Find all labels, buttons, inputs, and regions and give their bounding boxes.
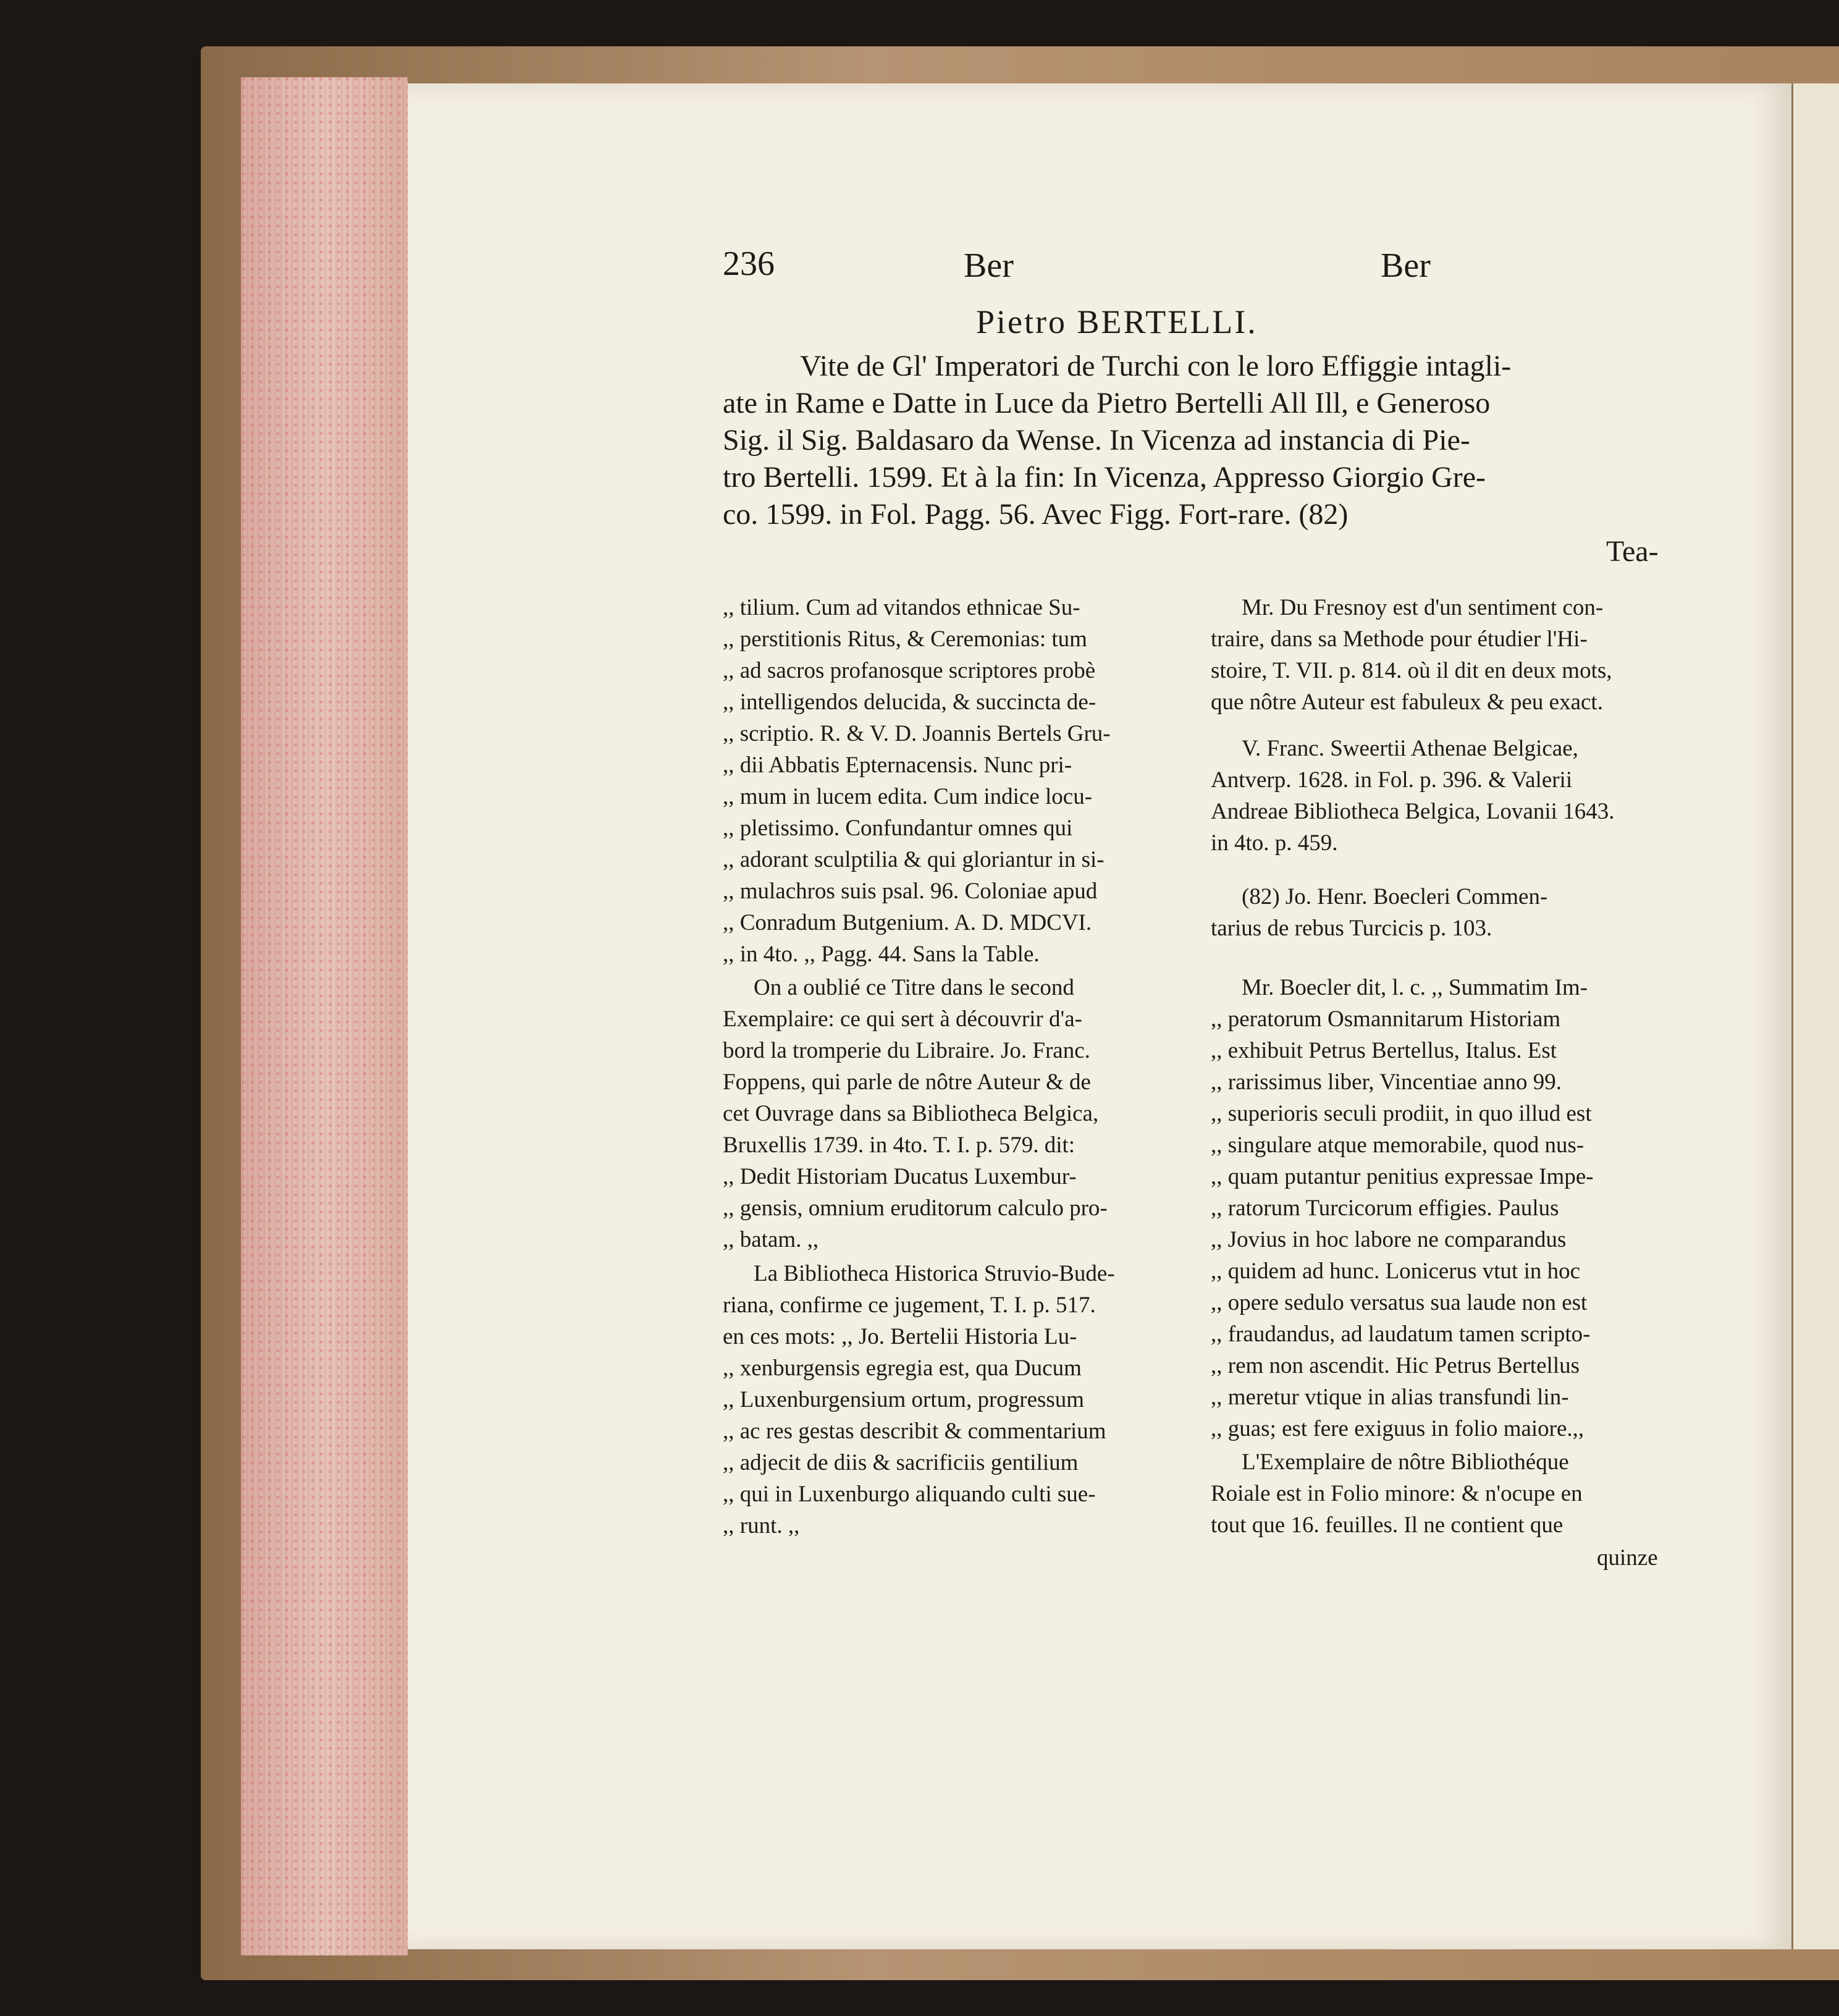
right-line: in 4to. p. 459.	[1211, 830, 1338, 856]
left-line: La Bibliotheca Historica Struvio-Bude-	[754, 1261, 1115, 1286]
right-line: ,, rem non ascendit. Hic Petrus Bertellus	[1211, 1353, 1580, 1378]
right-line: tout que 16. feuilles. Il ne contient que	[1211, 1512, 1563, 1538]
left-line: ,, xenburgensis egregia est, qua Ducum	[723, 1356, 1082, 1381]
right-line: stoire, T. VII. p. 814. où il dit en deux mots,	[1211, 658, 1612, 683]
left-line: Foppens, qui parle de nôtre Auteur & de	[723, 1069, 1091, 1095]
right-line: L'Exemplaire de nôtre Bibliothéque	[1242, 1449, 1569, 1475]
right-line: ,, exhibuit Petrus Bertellus, Italus. Est	[1211, 1038, 1557, 1063]
left-line: ,, Luxenburgensium ortum, progressum	[723, 1387, 1085, 1412]
right-line: ,, rarissimus liber, Vincentiae anno 99.	[1211, 1069, 1562, 1095]
left-line: On a oublié ce Titre dans le second	[754, 975, 1074, 1000]
left-line: ,, ad sacros profanosque scriptores probè	[723, 658, 1096, 683]
left-line: ,, ac res gestas describit & commentarium	[723, 1419, 1106, 1444]
right-line: tarius de rebus Turcicis p. 103.	[1211, 916, 1492, 941]
right-line: traire, dans sa Methode pour étudier l'Hi-	[1211, 626, 1588, 652]
left-line: riana, confirme ce jugement, T. I. p. 517.	[723, 1293, 1096, 1318]
right-line: Antverp. 1628. in Fol. p. 396. & Valerii	[1211, 767, 1573, 793]
right-line: Andreae Bibliotheca Belgica, Lovanii 1643.	[1211, 799, 1615, 824]
left-line: ,, runt. ,,	[723, 1513, 800, 1538]
left-line: ,, dii Abbatis Epternacensis. Nunc pri-	[723, 753, 1072, 778]
right-line: ,, superioris seculi prodiit, in quo illud est	[1211, 1101, 1592, 1126]
right-line: ,, opere sedulo versatus sua laude non est	[1211, 1290, 1588, 1315]
left-line: ,, adjecit de diis & sacrificiis gentilium	[723, 1450, 1079, 1475]
description-line: ate in Rame e Datte in Luce da Pietro Bertelli All Ill, e Generoso	[723, 387, 1491, 420]
left-line: ,, mum in lucem edita. Cum indice locu-	[723, 784, 1093, 809]
description-line: Sig. il Sig. Baldasaro da Wense. In Vicenza ad instancia di Pie-	[723, 424, 1470, 457]
left-line: cet Ouvrage dans sa Bibliotheca Belgica,	[723, 1101, 1099, 1126]
left-line: ,, mulachros suis psal. 96. Coloniae apud	[723, 879, 1098, 904]
facing-page-edge	[1791, 83, 1839, 1949]
right-line: ,, fraudandus, ad laudatum tamen scripto-	[1211, 1322, 1591, 1347]
left-line: ,, pletissimo. Confundantur omnes qui	[723, 816, 1073, 841]
right-line: Mr. Boecler dit, l. c. ,, Summatim Im-	[1242, 975, 1588, 1000]
right-line: ,, singulare atque memorabile, quod nus-	[1211, 1132, 1584, 1158]
right-line: ,, Jovius in hoc labore ne comparandus	[1211, 1227, 1567, 1252]
left-line: en ces mots: ,, Jo. Bertelii Historia Lu-	[723, 1324, 1077, 1349]
right-line: V. Franc. Sweertii Athenae Belgicae,	[1242, 736, 1578, 761]
description-line: tro Bertelli. 1599. Et à la fin: In Vicenza, Appresso Giorgio Gre-	[723, 461, 1486, 494]
left-line: ,, adorant sculptilia & qui gloriantur in si-	[723, 847, 1105, 872]
right-line: ,, quidem ad hunc. Lonicerus vtut in hoc	[1211, 1259, 1581, 1284]
page-edges	[241, 77, 408, 1955]
running-head-right: Ber	[1381, 247, 1431, 285]
catchword-footer: quinze	[1597, 1545, 1658, 1571]
left-line: Bruxellis 1739. in 4to. T. I. p. 579. dit:	[723, 1132, 1075, 1158]
right-line: Mr. Du Fresnoy est d'un sentiment con-	[1242, 595, 1604, 620]
right-line: ,, guas; est fere exiguus in folio maiore.,,	[1211, 1416, 1584, 1441]
left-line: ,, Dedit Historiam Ducatus Luxembur-	[723, 1164, 1077, 1189]
left-line: ,, tilium. Cum ad vitandos ethnicae Su-	[723, 595, 1080, 620]
page-number: 236	[723, 245, 775, 283]
left-line: ,, Conradum Butgenium. A. D. MDCVI.	[723, 910, 1092, 935]
right-line: Roiale est in Folio minore: & n'ocupe en	[1211, 1481, 1583, 1506]
right-line: que nôtre Auteur est fabuleux & peu exact.	[1211, 690, 1603, 715]
description-line: Vite de Gl' Imperatori de Turchi con le loro Effiggie intagli-	[800, 350, 1512, 382]
left-line: ,, intelligendos delucida, & succincta de-	[723, 690, 1096, 715]
right-line: ,, meretur vtique in alias transfundi lin-	[1211, 1385, 1569, 1410]
left-line: Exemplaire: ce qui sert à découvrir d'a-	[723, 1006, 1082, 1032]
description-line: co. 1599. in Fol. Pagg. 56. Avec Figg. Fort-rare. (82)	[723, 498, 1349, 531]
left-line: ,, batam. ,,	[723, 1227, 819, 1252]
catchword-main: Tea-	[1606, 535, 1659, 568]
left-line: ,, in 4to. ,, Pagg. 44. Sans la Table.	[723, 942, 1040, 967]
left-line: ,, gensis, omnium eruditorum calculo pro-	[723, 1196, 1108, 1221]
left-line: bord la tromperie du Libraire. Jo. Franc.	[723, 1038, 1090, 1063]
right-line: ,, quam putantur penitius expressae Impe-	[1211, 1164, 1594, 1189]
left-line: ,, qui in Luxenburgo aliquando culti sue-	[723, 1482, 1096, 1507]
right-line: ,, peratorum Osmannitarum Historiam	[1211, 1006, 1561, 1032]
running-head-left: Ber	[964, 247, 1014, 285]
entry-title: Pietro BERTELLI.	[976, 303, 1258, 340]
right-line: ,, ratorum Turcicorum effigies. Paulus	[1211, 1196, 1559, 1221]
left-line: ,, scriptio. R. & V. D. Joannis Bertels Gru-	[723, 721, 1111, 746]
left-line: ,, perstitionis Ritus, & Ceremonias: tum	[723, 626, 1087, 652]
right-line: (82) Jo. Henr. Boecleri Commen-	[1242, 884, 1548, 909]
